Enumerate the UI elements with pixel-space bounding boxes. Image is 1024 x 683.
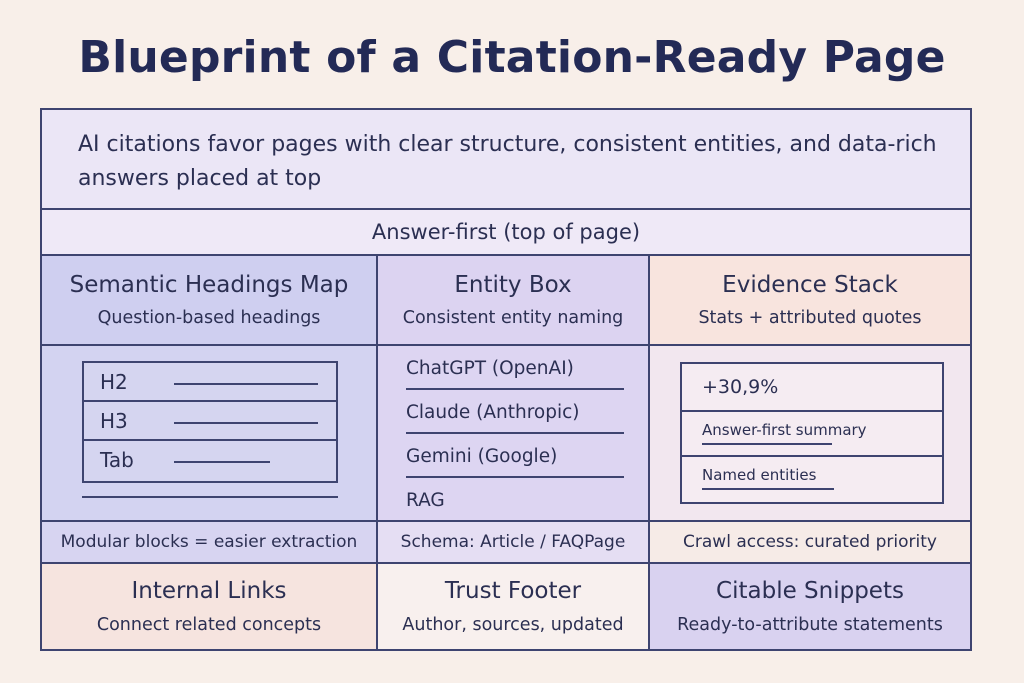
- trust-footer-subtitle: Author, sources, updated: [402, 615, 624, 635]
- evidence-underline: [702, 443, 832, 445]
- band-label: Crawl access: curated priority: [683, 532, 937, 552]
- heading-placeholder-line: [174, 383, 318, 385]
- internal-links-title: Internal Links: [131, 578, 287, 604]
- entity-label: RAG: [406, 490, 445, 511]
- evidence-stack-subtitle: Stats + attributed quotes: [698, 308, 922, 328]
- semantic-headings-subtitle: Question-based headings: [97, 308, 321, 328]
- evidence-row: [682, 457, 942, 502]
- evidence-underline: [702, 488, 834, 490]
- band-label: Schema: Article / FAQPage: [400, 532, 626, 552]
- internal-links-subtitle: Connect related concepts: [96, 615, 322, 635]
- evidence-row: [682, 412, 942, 457]
- evidence-box: [680, 362, 944, 504]
- entity-box-subtitle: Consistent entity naming: [402, 308, 624, 328]
- entity-box-title: Entity Box: [454, 272, 572, 298]
- entity-item: [406, 478, 624, 522]
- semantic-headings-title: Semantic Headings Map: [69, 272, 349, 298]
- heading-level-label: H2: [100, 370, 128, 394]
- entity-label: Gemini (Google): [406, 446, 558, 467]
- internal-links-panel: [42, 564, 378, 649]
- divider: [82, 496, 338, 498]
- blueprint-frame: [40, 108, 972, 651]
- heading-placeholder-line: [174, 461, 270, 463]
- citable-snippets-panel: [650, 564, 970, 649]
- heading-level-label: Tab: [100, 448, 134, 472]
- entity-label: ChatGPT (OpenAI): [406, 358, 574, 379]
- citable-snippets-title: Citable Snippets: [716, 578, 904, 604]
- crawl-access-band: [650, 520, 970, 564]
- trust-footer-panel: [378, 564, 650, 649]
- headings-map-panel: [42, 346, 378, 520]
- evidence-item: Answer-first summary: [702, 421, 867, 439]
- heading-row: [84, 363, 336, 402]
- intro-text: AI citations favor pages with clear structure, consistent entities, and data-rich answers placed at top: [78, 132, 937, 191]
- semantic-headings-header: [42, 256, 378, 346]
- evidence-stat: +30,9%: [702, 376, 779, 398]
- heading-placeholder-line: [174, 422, 318, 424]
- headings-map: [82, 361, 338, 483]
- citable-snippets-subtitle: Ready-to-attribute statements: [677, 615, 943, 635]
- evidence-panel: [650, 346, 970, 520]
- entity-label: Claude (Anthropic): [406, 402, 580, 423]
- evidence-item: Named entities: [702, 466, 817, 484]
- entity-item: [406, 346, 624, 390]
- evidence-stack-title: Evidence Stack: [722, 272, 898, 298]
- intro-panel: [42, 110, 970, 210]
- heading-row: [84, 441, 336, 480]
- schema-band: [378, 520, 650, 564]
- entity-item: [406, 390, 624, 434]
- band-label: Modular blocks = easier extraction: [60, 532, 358, 552]
- evidence-stack-header: [650, 256, 970, 346]
- trust-footer-title: Trust Footer: [444, 578, 582, 604]
- answer-first-label: Answer-first (top of page): [371, 220, 641, 244]
- evidence-stat-row: [682, 364, 942, 412]
- answer-first-bar: [42, 210, 970, 256]
- modular-blocks-band: [42, 520, 378, 564]
- entity-list-panel: [378, 346, 650, 520]
- page-title: Blueprint of a Citation-Ready Page: [78, 32, 946, 83]
- entity-box-header: [378, 256, 650, 346]
- entity-item: [406, 434, 624, 478]
- heading-level-label: H3: [100, 409, 128, 433]
- heading-row: [84, 402, 336, 441]
